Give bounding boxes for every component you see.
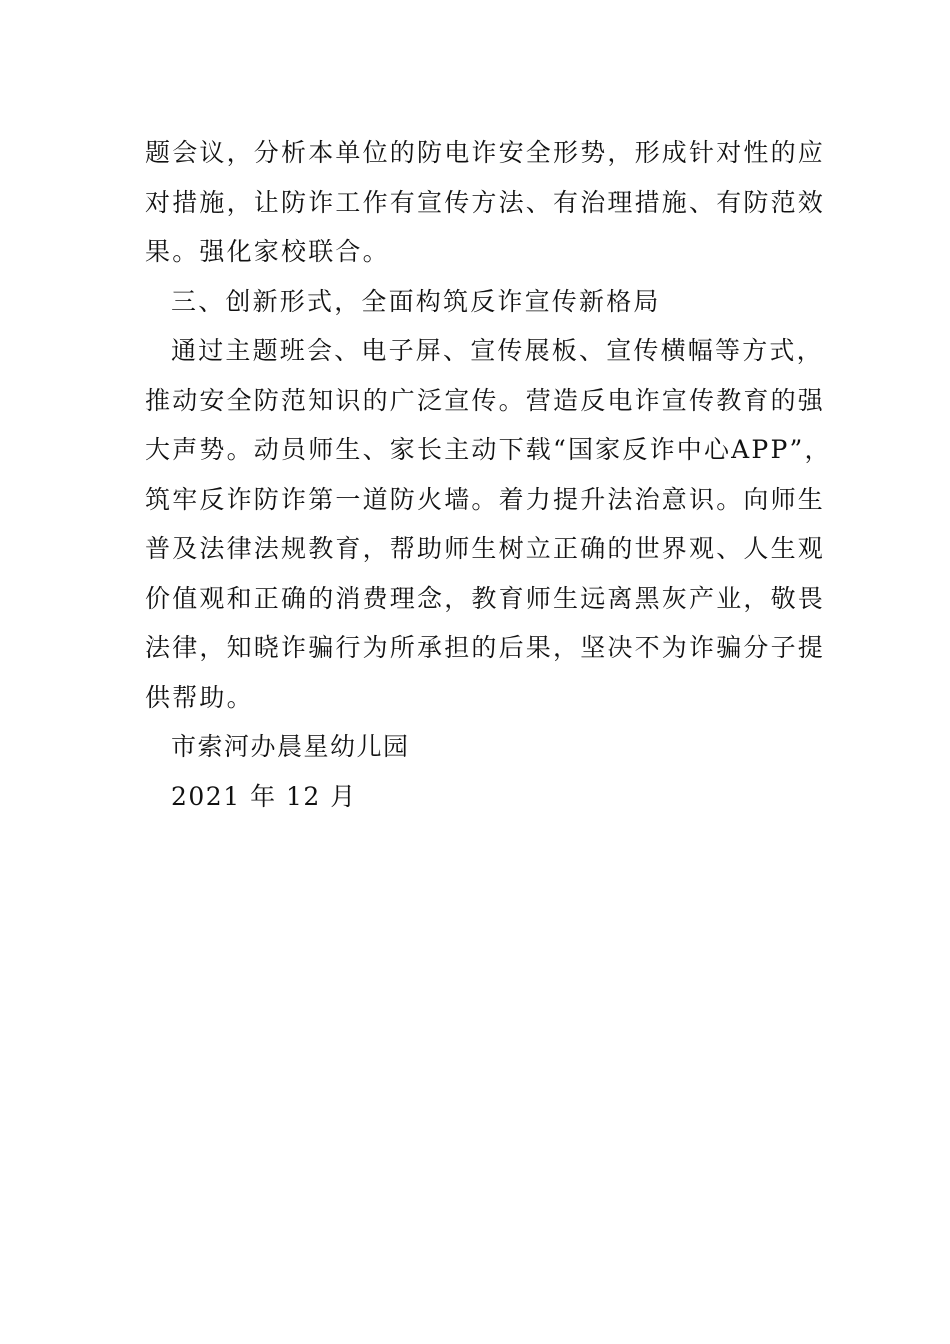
paragraph-1-line-1: 题会议，分析本单位的防电诈安全形势，形成针对性的应: [145, 138, 826, 167]
section-heading: 三、创新形式，全面构筑反诈宣传新格局: [171, 286, 661, 316]
paragraph-2-line-4: 筑牢反诈防诈第一道防火墙。着力提升法治意识。向师生: [145, 484, 826, 514]
paragraph-2-line-6: 价值观和正确的消费理念，教育师生远离黑灰产业，敬畏: [145, 583, 826, 613]
paragraph-2-line-2: 推动安全防范知识的广泛宣传。营造反电诈宣传教育的强: [145, 385, 826, 415]
organization-signature: 市索河办晨星幼儿园: [171, 732, 410, 761]
paragraph-2-line-8: 供帮助。: [145, 682, 254, 712]
document-body: [145, 128, 832, 821]
paragraph-2-line-1: 通过主题班会、电子屏、宣传展板、宣传横幅等方式，: [171, 336, 824, 365]
paragraph-1-line-3: 果。强化家校联合。: [145, 237, 390, 266]
paragraph-2-line-3: 大声势。动员师生、家长主动下载“国家反诈中心APP”，: [145, 435, 832, 464]
paragraph-1-line-2: 对措施，让防诈工作有宣传方法、有治理措施、有防范效: [145, 187, 826, 217]
paragraph-2-line-5: 普及法律法规教育，帮助师生树立正确的世界观、人生观: [145, 534, 826, 563]
signature-date: 2021 年 12 月: [171, 781, 357, 811]
paragraph-2-line-7: 法律，知晓诈骗行为所承担的后果，坚决不为诈骗分子提: [145, 633, 826, 662]
